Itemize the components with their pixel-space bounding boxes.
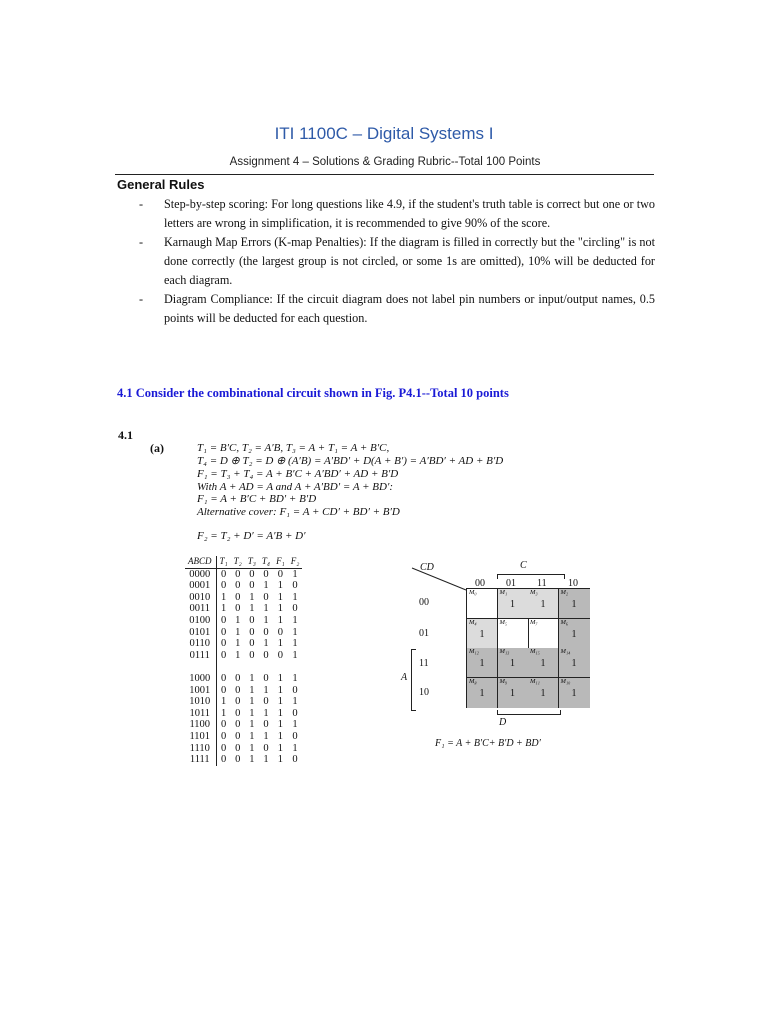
col-header: F₂ [288, 556, 303, 568]
truth-table-cell: 0 [292, 730, 298, 742]
truth-table-cell: 0 [235, 684, 241, 696]
kmap-bracket-a [411, 649, 416, 711]
truth-table-cell: 1 [277, 684, 283, 696]
kmap-cell-value: 1 [540, 658, 546, 669]
general-rules-list [117, 195, 655, 328]
truth-table-cell: 0 [220, 638, 227, 650]
truth-table-cell: 0 [263, 649, 269, 661]
spacer-cell [216, 661, 302, 673]
f2-equation: F₂ = T₂ + D′ = A′B + D′ [197, 530, 306, 542]
truth-table-cell: 0 [292, 754, 298, 766]
truth-table-cell: 0101 [185, 627, 216, 639]
truth-table-cell: 1010 [185, 696, 216, 708]
truth-table-cell: 0 [249, 614, 255, 626]
truth-table-cell: 0 [220, 568, 227, 580]
truth-table-spacer [185, 661, 302, 673]
truth-table-cell: 1 [220, 707, 227, 719]
truth-table-cell: 0 [220, 754, 227, 766]
kmap-cell-value: 1 [479, 628, 485, 640]
kmap-cell-value: 1 [479, 687, 485, 699]
kmap-row-header: 11 [419, 658, 429, 669]
truth-table-cell: 0 [220, 742, 227, 754]
truth-table-row [185, 708, 302, 720]
truth-table-cell: 1 [249, 719, 255, 731]
kmap-minterm-label: M₀ [469, 589, 477, 596]
truth-table-cell: 0 [220, 614, 227, 626]
truth-table-cell: 1 [277, 742, 283, 754]
rule-text: Step-by-step scoring: For long questions like 4.9, if the student's truth table is correct but one or two letters are wrong in simplification, it is recommended to give 90% of the score. [164, 197, 655, 230]
truth-table-cell: 0 [292, 707, 298, 719]
kmap-cell [498, 589, 529, 619]
truth-table [185, 556, 302, 766]
truth-table-cell: 1001 [185, 685, 216, 697]
truth-table-cell: 1 [263, 614, 269, 626]
col-header: T₄ [259, 556, 273, 568]
truth-table-cell: 1 [277, 696, 283, 708]
truth-table-cell: 0 [235, 603, 241, 615]
kmap-label-a: A [401, 672, 408, 683]
kmap-minterm-label: M₁₃ [499, 648, 510, 655]
kmap-col-header: 00 [475, 578, 485, 589]
kmap-cell-value: 1 [540, 599, 546, 610]
rule-text: Karnaugh Map Errors (K-map Penalties): If the diagram is filled in correctly but the "circling" is not done correctly (the largest group is not circled, or some 1s are omitted), 10% will be deducted for each diagram. [164, 235, 655, 287]
truth-table-cell: 0 [277, 649, 283, 661]
truth-table-cell: 1 [277, 580, 283, 592]
kmap-cell-value: 1 [510, 658, 515, 669]
rule-item: - Karnaugh Map Errors (K-map Penalties): If the diagram is filled in correctly but the "circling" is not done correctly (the largest group is not circled, or some 1s are omitted), 10% will be deducted for each diagram. [139, 235, 655, 287]
truth-table-cell: 0 [220, 719, 227, 731]
kmap-cell [559, 648, 590, 678]
truth-table-row [185, 603, 302, 615]
truth-table-row [185, 719, 302, 731]
truth-table-cell: 1000 [185, 673, 216, 685]
kmap-minterm-label: M₁₂ [469, 648, 479, 655]
truth-table-cell: 1 [292, 649, 298, 661]
truth-table-row [185, 650, 302, 662]
equation-line: With A + AD = A and A + A′BD′ = A + BD′: [197, 481, 394, 493]
kmap-cell [528, 648, 559, 678]
truth-table-cell: 1 [277, 719, 283, 731]
truth-table-cell: 1 [263, 754, 269, 766]
truth-table-cell: 1 [249, 684, 255, 696]
truth-table-cell: 1 [292, 672, 298, 684]
kmap-minterm-label: M₁₁ [530, 677, 540, 685]
truth-table-cell: 0 [249, 638, 255, 650]
truth-table-row [185, 592, 302, 604]
kmap-minterm-label: M₃ [530, 589, 538, 596]
karnaugh-map [398, 560, 598, 760]
truth-table-cell: 0 [235, 754, 241, 766]
truth-table-cell: 1 [249, 730, 255, 742]
truth-table-cell: 0 [263, 626, 269, 638]
truth-table-cell: 0 [277, 626, 283, 638]
truth-table-cell: 0 [277, 568, 283, 580]
truth-table-cell: 1 [292, 742, 298, 754]
truth-table-cell: 0 [249, 649, 255, 661]
truth-table-cell: 1 [263, 638, 269, 650]
truth-table-row [185, 754, 302, 766]
truth-table-cell: 1 [277, 614, 283, 626]
truth-table-cell: 0 [220, 672, 227, 684]
rule-item: - Step-by-step scoring: For long questions like 4.9, if the student's truth table is correct but one or two letters are wrong in simplification, it is recommended to give 90% of the score. [139, 197, 655, 230]
equation-line: T₄ = D ⊕ T₂ = D ⊕ (A′B) = A′BD′ + D(A + B′) = A′BD′ + AD + B′D [197, 455, 504, 467]
truth-table-row [185, 580, 302, 592]
kmap-cell-value: 1 [510, 687, 515, 699]
truth-table-cell: 1 [263, 684, 269, 696]
truth-table-cell: 1 [249, 707, 255, 719]
truth-table-cell: 1 [249, 754, 255, 766]
truth-table-cell: 0 [263, 591, 269, 603]
truth-table-cell: 1 [277, 603, 283, 615]
kmap-col-header: 10 [568, 578, 578, 589]
kmap-cell-value: 1 [571, 658, 577, 669]
spacer-cell [185, 661, 216, 673]
kmap-cell [467, 648, 498, 678]
truth-table-cell: 0 [263, 719, 269, 731]
truth-table-cell: 0010 [185, 592, 216, 604]
truth-table-cell: 1 [235, 614, 241, 626]
truth-table-cell: 1 [277, 754, 283, 766]
truth-table-cell: 0 [220, 730, 227, 742]
kmap-col-header: 01 [506, 578, 516, 589]
kmap-cell [498, 648, 529, 678]
truth-table-cell: 0 [235, 696, 241, 708]
kmap-cell [528, 589, 559, 619]
truth-table-header [185, 556, 302, 568]
kmap-row-header: 10 [419, 687, 429, 698]
kmap-corner-diagonal [410, 566, 470, 592]
truth-table-cell: 0111 [185, 650, 216, 662]
truth-table-cell: 1 [292, 719, 298, 731]
truth-table-cell: 0 [249, 626, 255, 638]
question-heading: 4.1 Consider the combinational circuit shown in Fig. P4.1--Total 10 points [117, 386, 509, 400]
truth-table-cell: 1110 [185, 743, 216, 755]
rule-item: - Diagram Compliance: If the circuit diagram does not label pin numbers or input/output names, 0.5 points will be deducted for each question. [139, 292, 655, 325]
truth-table-cell: 0 [235, 580, 241, 592]
truth-table-cell: 0 [235, 730, 241, 742]
truth-table-cell: 1 [249, 696, 255, 708]
truth-table-cell: 1111 [185, 754, 216, 766]
kmap-minterm-label: M₂ [560, 589, 569, 596]
truth-table-cell: 1 [263, 707, 269, 719]
truth-table-cell: 0 [235, 742, 241, 754]
truth-table-cell: 1 [292, 638, 298, 650]
kmap-minterm-label: M₅ [499, 618, 508, 626]
kmap-grid [466, 588, 590, 708]
kmap-col-header: 11 [537, 578, 547, 589]
truth-table-cell: 0011 [185, 603, 216, 615]
truth-table-cell: 1 [277, 707, 283, 719]
page-title: ITI 1100C – Digital Systems I [274, 124, 494, 143]
kmap-cell [467, 589, 498, 619]
truth-table-row [185, 673, 302, 685]
kmap-cell-value: 1 [571, 599, 577, 610]
truth-table-cell: 1 [220, 696, 227, 708]
truth-table-cell: 0 [235, 568, 241, 580]
truth-table-cell: 1011 [185, 708, 216, 720]
kmap-bracket-c [497, 574, 565, 579]
col-header: F₁ [273, 556, 288, 568]
truth-table-cell: 1 [277, 730, 283, 742]
truth-table-cell: 1 [235, 638, 241, 650]
kmap-row-header: 01 [419, 628, 429, 639]
kmap-cell [467, 678, 498, 708]
truth-table-cell: 0 [220, 649, 227, 661]
truth-table-cell: 1 [277, 672, 283, 684]
kmap-result-equation: F₁ = A + B′C+ B′D + BD′ [435, 738, 541, 749]
kmap-cell [498, 678, 529, 708]
truth-table-row [185, 743, 302, 755]
col-header: T₁ [216, 556, 231, 568]
truth-table-cell: 1101 [185, 731, 216, 743]
truth-table-cell: 0000 [185, 568, 216, 580]
col-header: T₂ [231, 556, 245, 568]
kmap-label-d: D [499, 717, 507, 728]
equation-line: Alternative cover: F₁ = A + CD′ + BD′ + B′D [197, 506, 400, 518]
kmap-cell [528, 678, 559, 708]
truth-table-cell: 1 [220, 603, 227, 615]
truth-table-cell: 1 [277, 638, 283, 650]
kmap-minterm-label: M₇ [530, 618, 538, 626]
kmap-cell [528, 619, 559, 649]
kmap-label-c: C [520, 560, 527, 571]
kmap-cell [559, 678, 590, 708]
kmap-minterm-label: M₆ [560, 618, 569, 626]
truth-table-cell: 0 [263, 672, 269, 684]
truth-table-cell: 0 [292, 580, 298, 592]
kmap-cell-value: 1 [571, 628, 577, 640]
kmap-row-header: 00 [419, 597, 429, 608]
truth-table-cell: 0 [235, 672, 241, 684]
truth-table-cell: 0100 [185, 615, 216, 627]
truth-table-cell: 0 [263, 696, 269, 708]
equation-line: T₁ = B′C, T₂ = A′B, T₃ = A + T₁ = A + B′C, [197, 442, 390, 454]
rule-text: Diagram Compliance: If the circuit diagram does not label pin numbers or input/output names, 0.5 points will be deducted for each question. [164, 292, 655, 325]
truth-table-cell: 1 [292, 614, 298, 626]
truth-table-cell: 1 [292, 591, 298, 603]
kmap-minterm-label: M₁₀ [560, 677, 571, 685]
kmap-minterm-label: M₁ [499, 589, 508, 596]
truth-table-cell: 0110 [185, 638, 216, 650]
truth-table-cell: 0 [249, 568, 255, 580]
col-header: T₃ [245, 556, 259, 568]
truth-table-cell: 1 [220, 591, 227, 603]
truth-table-cell: 0 [249, 580, 255, 592]
kmap-cell-value: 1 [540, 687, 546, 699]
title-rule [115, 174, 654, 175]
kmap-minterm-label: M₄ [469, 618, 477, 626]
equation-line: F₁ = A + B′C + BD′ + B′D [197, 493, 317, 505]
truth-table-cell: 0 [235, 591, 241, 603]
truth-table-cell: 1 [292, 696, 298, 708]
truth-table-cell: 1100 [185, 719, 216, 731]
kmap-cell [559, 589, 590, 619]
kmap-cell-value: 1 [510, 599, 515, 610]
truth-table-cell: 1 [263, 603, 269, 615]
truth-table-row [185, 685, 302, 697]
truth-table-cell: 1 [249, 672, 255, 684]
kmap-cell [498, 619, 529, 649]
truth-table-cell: 0 [235, 719, 241, 731]
general-rules-heading: General Rules [117, 177, 205, 192]
truth-table-cell: 0 [220, 580, 227, 592]
kmap-corner-label: CD [420, 562, 434, 573]
truth-table-cell: 1 [249, 603, 255, 615]
kmap-cell-value: 1 [479, 658, 485, 669]
truth-table-row [185, 627, 302, 639]
kmap-minterm-label: M₁₅ [530, 648, 540, 655]
truth-table-cell: 1 [292, 568, 298, 580]
truth-table-cell: 0 [220, 684, 227, 696]
kmap-cell [467, 619, 498, 649]
truth-table-cell: 0 [263, 568, 269, 580]
truth-table-cell: 1 [249, 591, 255, 603]
col-header: ABCD [185, 556, 216, 568]
kmap-cell-value: 1 [571, 687, 577, 699]
truth-table-cell: 0 [292, 684, 298, 696]
truth-table-cell: 0 [220, 626, 227, 638]
truth-table-cell: 1 [263, 580, 269, 592]
truth-table-cell: 1 [235, 649, 241, 661]
equation-line: F₁ = T₃ + T₄ = A + B′C + A′BD′ + AD + B′D [197, 468, 399, 480]
truth-table-cell: 0001 [185, 580, 216, 592]
truth-table-row [185, 568, 302, 580]
truth-table-row [185, 731, 302, 743]
kmap-cell [559, 619, 590, 649]
truth-table-cell: 1 [277, 591, 283, 603]
solution-part: (a) [150, 441, 164, 455]
truth-table-cell: 0 [263, 742, 269, 754]
kmap-minterm-label: M₁₄ [560, 648, 571, 655]
kmap-bracket-d [497, 710, 561, 715]
truth-table-cell: 1 [292, 626, 298, 638]
solution-number: 4.1 [118, 428, 133, 442]
kmap-minterm-label: M₉ [499, 677, 508, 685]
truth-table-cell: 0 [292, 603, 298, 615]
truth-table-cell: 1 [249, 742, 255, 754]
page-subtitle: Assignment 4 – Solutions & Grading Rubric--Total 100 Points [229, 156, 541, 168]
truth-table-row [185, 696, 302, 708]
truth-table-row [185, 638, 302, 650]
kmap-minterm-label: M₈ [469, 677, 477, 685]
truth-table-cell: 1 [263, 730, 269, 742]
truth-table-row [185, 615, 302, 627]
truth-table-cell: 0 [235, 707, 241, 719]
truth-table-cell: 1 [235, 626, 241, 638]
